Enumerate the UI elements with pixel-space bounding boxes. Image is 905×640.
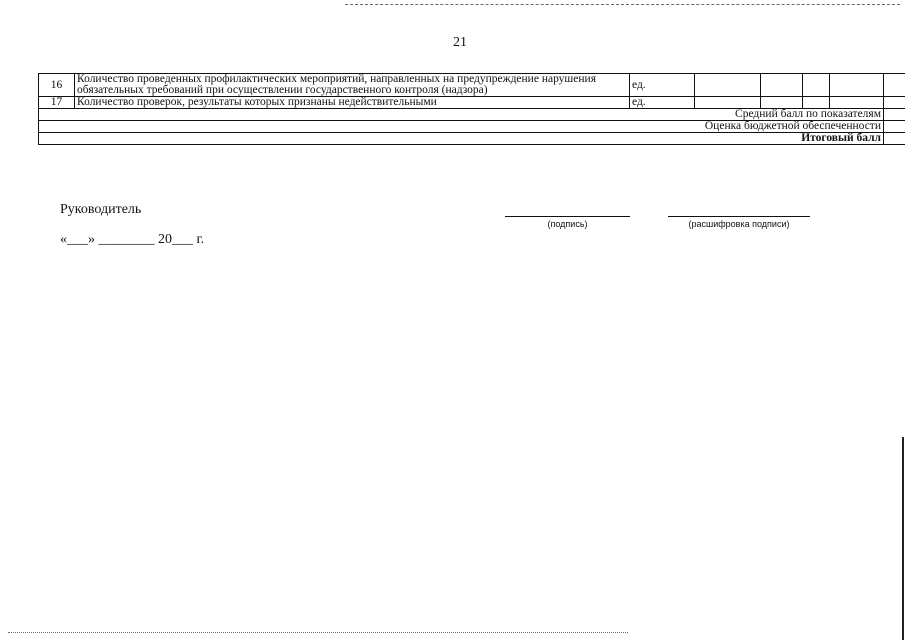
head-label: Руководитель <box>60 202 142 217</box>
value-cell <box>695 74 761 97</box>
indicator-table <box>38 73 905 145</box>
indicator-name: Количество проверок, результаты которых признаны недействительными <box>75 97 630 109</box>
value-cell <box>830 97 884 109</box>
signature-caption: (подпись) <box>547 219 588 229</box>
summary-row <box>39 133 905 145</box>
scan-artifact-edge <box>902 437 904 640</box>
decoding-line <box>668 216 810 217</box>
avg-score-value <box>884 109 905 121</box>
value-cell <box>761 74 803 97</box>
budget-assessment-value <box>884 121 905 133</box>
row-number: 16 <box>39 74 75 97</box>
date-line: «___» ________ 20___ г. <box>60 232 205 247</box>
value-cell <box>884 97 905 109</box>
unit-cell: ед. <box>630 97 695 109</box>
value-cell <box>761 97 803 109</box>
value-cell <box>884 74 905 97</box>
avg-score-label: Средний балл по показателям <box>39 109 884 121</box>
page-number: 21 <box>453 35 467 50</box>
budget-assessment-label: Оценка бюджетной обеспеченности <box>39 121 884 133</box>
value-cell <box>695 97 761 109</box>
row-number: 17 <box>39 97 75 109</box>
indicator-name: Количество проведенных профилактических мероприятий, направленных на предупреждение нарушения обязательных требований при осуществлении государственного контроля (надзора) <box>75 74 630 97</box>
value-cell <box>803 97 830 109</box>
table-row <box>39 97 905 109</box>
scan-artifact-bottom <box>8 632 628 633</box>
unit-cell: ед. <box>630 74 695 97</box>
value-cell <box>830 74 884 97</box>
summary-row <box>39 121 905 133</box>
total-score-label: Итоговый балл <box>39 133 884 145</box>
signature-line <box>505 216 630 217</box>
table-row <box>39 74 905 97</box>
scan-artifact-top <box>345 4 900 5</box>
value-cell <box>803 74 830 97</box>
summary-row <box>39 109 905 121</box>
total-score-value <box>884 133 905 145</box>
decoding-caption: (расшифровка подписи) <box>688 219 790 229</box>
